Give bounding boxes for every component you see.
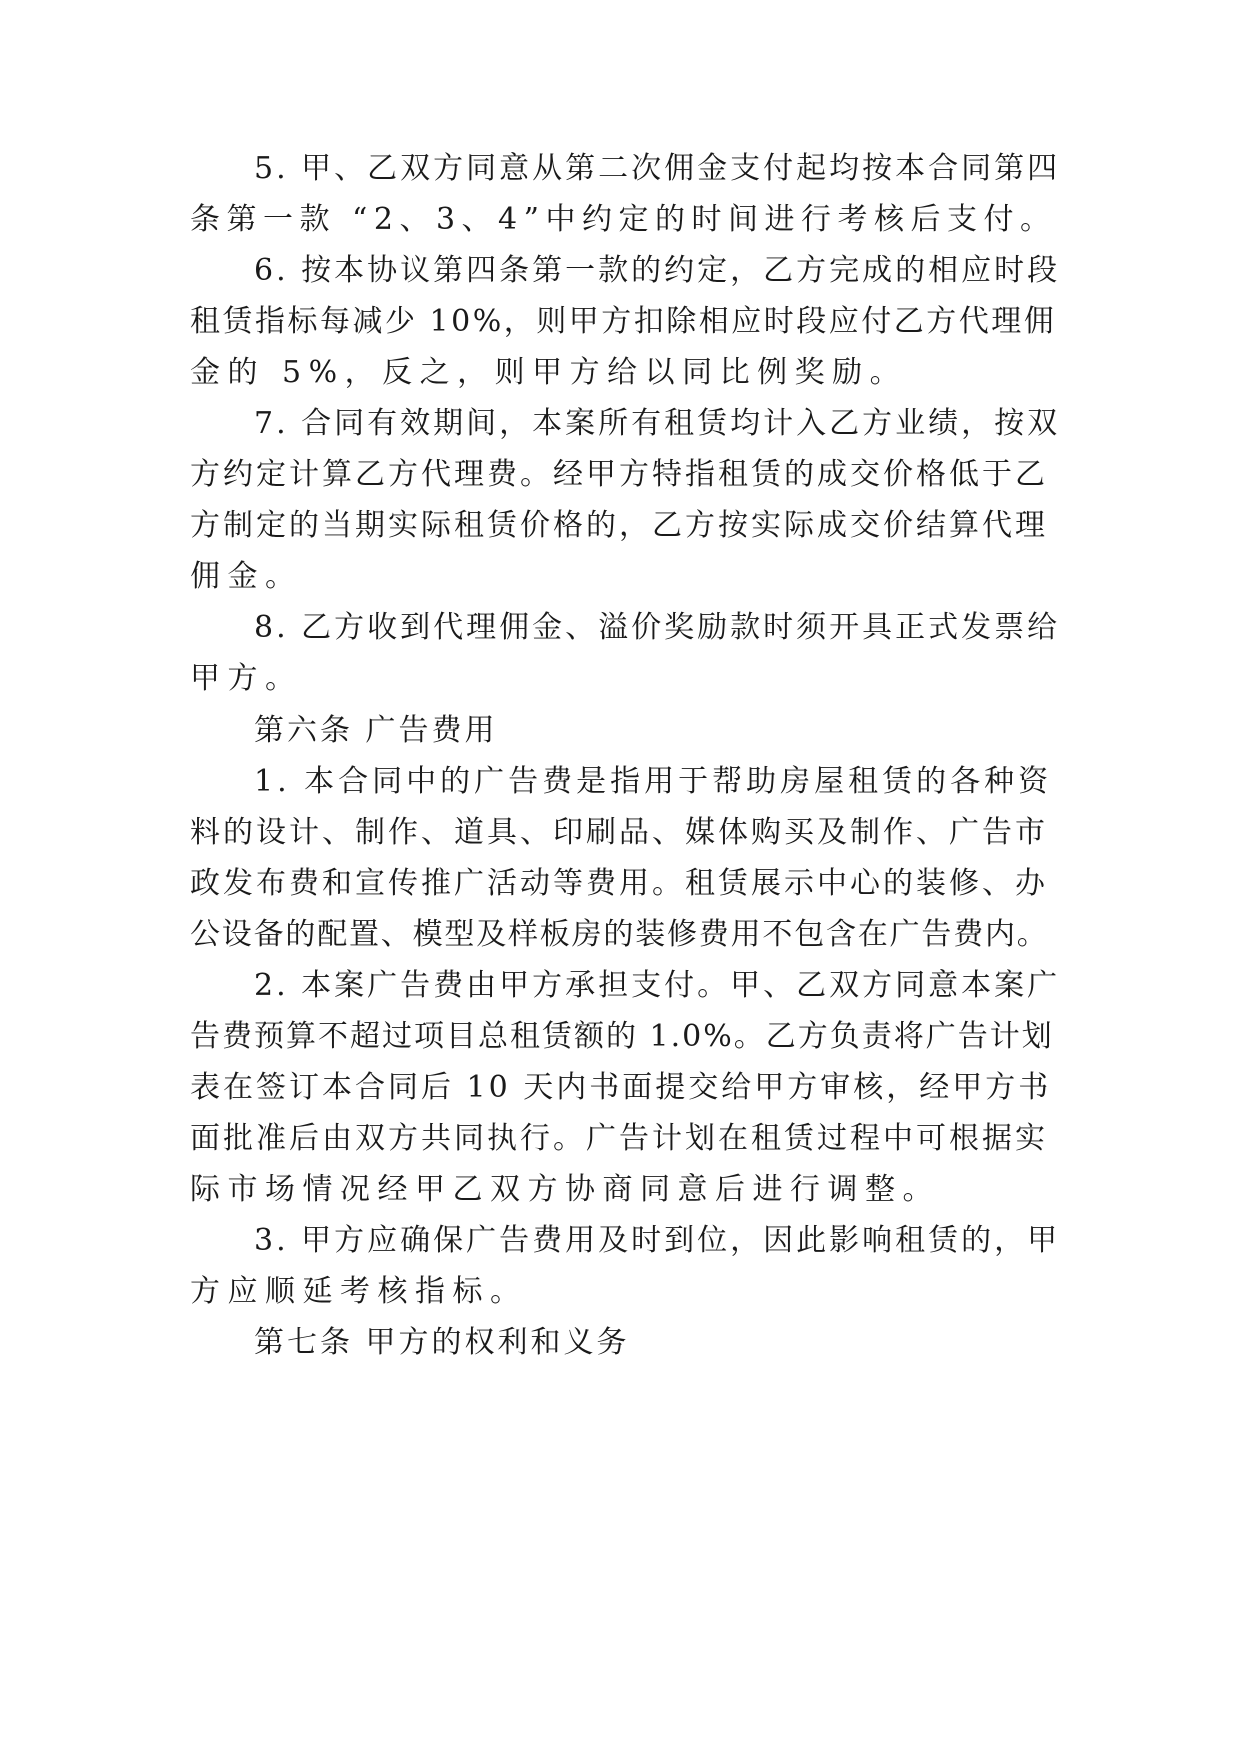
clause-7-line-4: 佣金。 [190,559,303,594]
clause-6-line-2: 租赁指标每减少 10%，则甲方扣除相应时段应付乙方代理佣 [190,304,1057,339]
clause-7-line-1: 7. 合同有效期间，本案所有租赁均计入乙方业绩，按双 [254,406,1061,441]
clause-8-line-2: 甲方。 [190,661,303,696]
clause-5-line-1: 5. 甲、乙双方同意从第二次佣金支付起均按本合同第四 [254,151,1061,186]
article-6-item-3-line-1: 3. 甲方应确保广告费用及时到位，因此影响租赁的，甲 [254,1223,1061,1258]
article-6-heading: 第六条 广告费用 [254,713,498,748]
clause-7-line-3: 方制定的当期实际租赁价格的，乙方按实际成交价结算代理 [190,508,1048,543]
article-6-item-2-line-4: 面批准后由双方共同执行。广告计划在租赁过程中可根据实 [190,1121,1048,1156]
clause-8-line-1: 8. 乙方收到代理佣金、溢价奖励款时须开具正式发票给 [254,610,1061,645]
article-6-item-1-line-3: 政发布费和宣传推广活动等费用。租赁展示中心的装修、办 [190,866,1048,901]
article-6-item-2-line-5: 际市场情况经甲乙双方协商同意后进行调整。 [190,1172,940,1207]
clause-6-line-1: 6. 按本协议第四条第一款的约定，乙方完成的相应时段 [254,253,1061,288]
clause-6-line-3: 金的 5%，反之，则甲方给以同比例奖励。 [190,355,908,390]
article-7-heading: 第七条 甲方的权利和义务 [254,1325,630,1360]
article-6-item-2-line-3: 表在签订本合同后 10 天内书面提交给甲方审核，经甲方书 [190,1070,1052,1105]
article-6-item-2-line-2: 告费预算不超过项目总租赁额的 1.0%。乙方负责将广告计划 [190,1019,1054,1054]
article-6-item-1-line-2: 料的设计、制作、道具、印刷品、媒体购买及制作、广告市 [190,815,1048,850]
article-6-item-1-line-1: 1. 本合同中的广告费是指用于帮助房屋租赁的各种资 [254,764,1053,799]
article-6-item-3-line-2: 方应顺延考核指标。 [190,1274,528,1309]
clause-5-line-2: 条第一款 “2、3、4”中约定的时间进行考核后支付。 [190,202,1057,237]
article-6-item-1-line-4: 公设备的配置、模型及样板房的装修费用不包含在广告费内。 [190,917,1049,952]
clause-7-line-2: 方约定计算乙方代理费。经甲方特指租赁的成交价格低于乙 [190,457,1048,492]
article-6-item-2-line-1: 2. 本案广告费由甲方承担支付。甲、乙双方同意本案广 [254,968,1061,1003]
